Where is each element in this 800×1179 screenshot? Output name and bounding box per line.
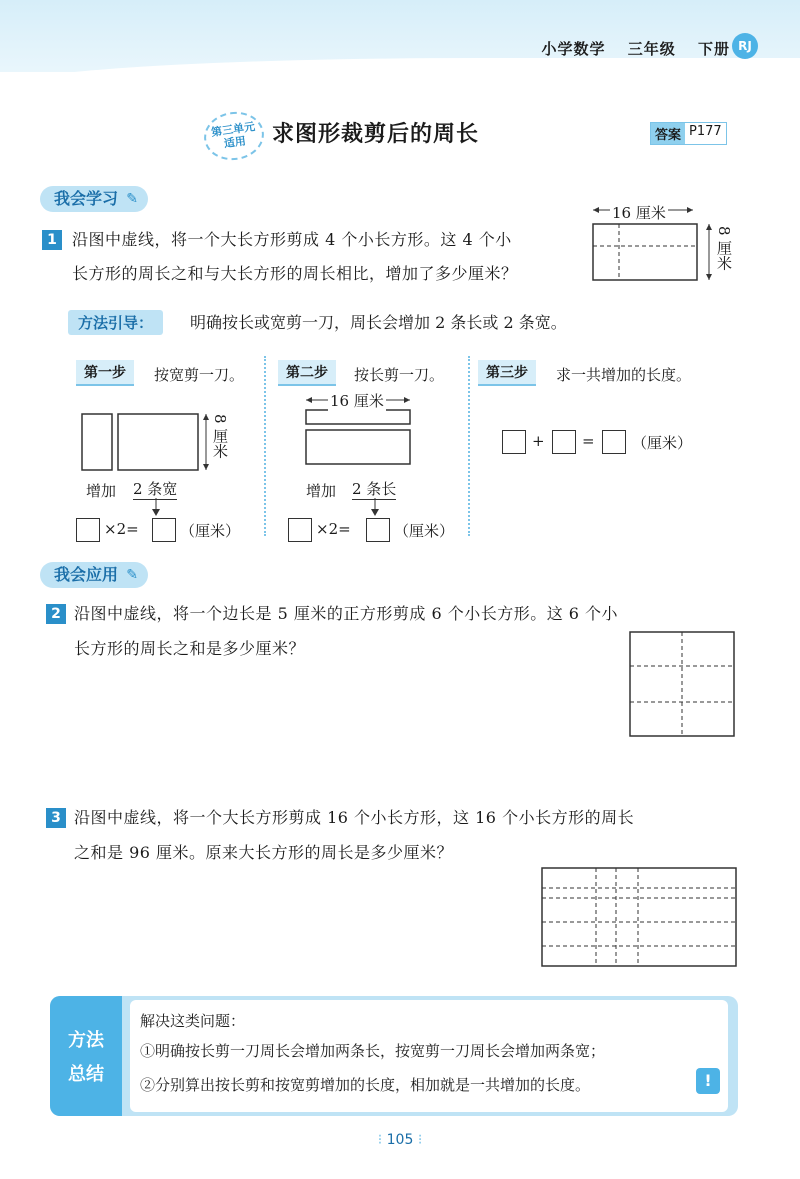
step-1-text: 按宽剪一刀。 [154, 366, 245, 384]
step-divider-2 [468, 356, 470, 536]
step-3-answer-box-1[interactable] [502, 430, 526, 454]
unit-seal-line1: 第三单元 [210, 120, 256, 140]
step-3-plus: + [532, 432, 545, 450]
grade-label: 三年级 [627, 40, 676, 58]
answer-page: P177 [689, 124, 722, 139]
step-3-answer-box-3[interactable] [602, 430, 626, 454]
method-guide-text: 明确按长或宽剪一刀，周长会增加 2 条长或 2 条宽。 [190, 313, 567, 332]
q1-height-arrow-top [706, 224, 712, 230]
page-number-right-ornament: ⁝ [417, 1132, 423, 1148]
step-2-thin-rect [306, 410, 410, 424]
step-1-answer-box-1[interactable] [76, 518, 100, 542]
method-guide-tag: 方法引导： [68, 310, 163, 335]
step-1-answer-box-2[interactable] [152, 518, 176, 542]
q1-big-rectangle [593, 224, 697, 280]
question-3-line1: 沿图中虚线，将一个大长方形剪成 16 个小长方形，这 16 个小长方形的周长 [74, 808, 635, 827]
step-1-small-rect [82, 414, 112, 470]
question-2-line1: 沿图中虚线，将一个边长是 5 厘米的正方形剪成 6 个小长方形。这 6 个小 [74, 604, 619, 623]
step-1-height-label: 8 厘米 [211, 414, 229, 459]
header-band [0, 0, 800, 72]
step-1-formula-op: ×2= [104, 520, 139, 538]
q3-rectangle-figure [540, 866, 740, 970]
step-1-unit: （厘米） [180, 522, 241, 540]
step-2-increase-label: 增加 [306, 482, 337, 500]
q2-square-figure [628, 630, 738, 740]
section-tag-learn-label: 我会学习 [54, 189, 119, 208]
summary-intro: 解决这类问题： [140, 1012, 246, 1030]
step-1-increase-label: 增加 [86, 482, 117, 500]
unit-seal-line2: 适用 [223, 134, 247, 151]
volume-label: 下册 [697, 40, 730, 58]
summary-point-2: ②分别算出按长剪和按宽剪增加的长度，相加就是一共增加的长度。 [140, 1076, 591, 1094]
step-1-tag: 第一步 [76, 360, 134, 386]
step-1-figure [80, 410, 230, 480]
exclamation-icon: ! [696, 1068, 720, 1094]
q1-height-arrow-bottom [706, 274, 712, 280]
step-2-increase-value: 2 条长 [352, 480, 397, 498]
step-3-equals: = [582, 432, 595, 450]
question-number-1: 1 [42, 230, 62, 250]
answer-reference [650, 122, 727, 145]
method-summary-box [50, 996, 738, 1116]
answer-label: 答案 [651, 123, 685, 144]
step-2-formula-op: ×2= [316, 520, 351, 538]
section-tag-learn [40, 186, 148, 212]
step-2-wide-rect [306, 430, 410, 464]
book-meta [525, 38, 730, 59]
summary-label-line1: 方法 [68, 1030, 104, 1051]
step-1-increase-value: 2 条宽 [133, 480, 178, 498]
edition-badge: RJ [732, 33, 758, 59]
unit-seal [201, 108, 267, 164]
step-divider-1 [264, 356, 266, 536]
summary-label-line2: 总结 [68, 1064, 104, 1085]
question-3-line2: 之和是 96 厘米。原来大长方形的周长是多少厘米？ [74, 843, 454, 862]
page-number-value: 105 [386, 1132, 414, 1148]
step-2-width-label: 16 厘米 [330, 392, 384, 410]
question-1-line2: 长方形的周长之和与大长方形的周长相比，增加了多少厘米？ [72, 264, 518, 283]
step-2-text: 按长剪一刀。 [354, 366, 445, 384]
question-1-line1: 沿图中虚线，将一个大长方形剪成 4 个小长方形。这 4 个小 [72, 230, 512, 249]
step-2-answer-box-2[interactable] [366, 518, 390, 542]
page-number-left-ornament: ⁝ [377, 1132, 383, 1148]
q1-width-arrow-left [593, 207, 599, 213]
method-summary-content [130, 1000, 728, 1112]
q3-big-rectangle [542, 868, 736, 966]
question-number-3: 3 [46, 808, 66, 828]
step-3-tag: 第三步 [478, 360, 536, 386]
pencil-icon: ✎ [126, 191, 139, 207]
section-tag-apply-label: 我会应用 [54, 565, 119, 584]
step-2-tag: 第二步 [278, 360, 336, 386]
method-summary-label [50, 996, 122, 1116]
step-3-answer-box-2[interactable] [552, 430, 576, 454]
question-number-2: 2 [46, 604, 66, 624]
step-2-answer-box-1[interactable] [288, 518, 312, 542]
section-tag-apply [40, 562, 148, 588]
q1-width-label: 16 厘米 [612, 204, 666, 222]
step-3-unit: （厘米） [632, 434, 693, 452]
step-3-text: 求一共增加的长度。 [556, 366, 692, 384]
step-2-unit: （厘米） [394, 522, 455, 540]
question-2-line2: 长方形的周长之和是多少厘米？ [74, 639, 306, 658]
step-1-large-rect [118, 414, 198, 470]
q1-width-arrow-right [687, 207, 693, 213]
page-number [0, 1132, 800, 1148]
step-2-down-arrow-icon [369, 498, 381, 516]
q1-height-label: 8 厘米 [715, 226, 733, 271]
page-title: 求图形裁剪后的周长 [272, 122, 480, 147]
summary-point-1: ①明确按长剪一刀周长会增加两条长，按宽剪一刀周长会增加两条宽； [140, 1042, 606, 1060]
subject-label: 小学数学 [541, 40, 606, 58]
pencil-icon: ✎ [126, 567, 139, 583]
step-1-down-arrow-icon [150, 498, 162, 516]
